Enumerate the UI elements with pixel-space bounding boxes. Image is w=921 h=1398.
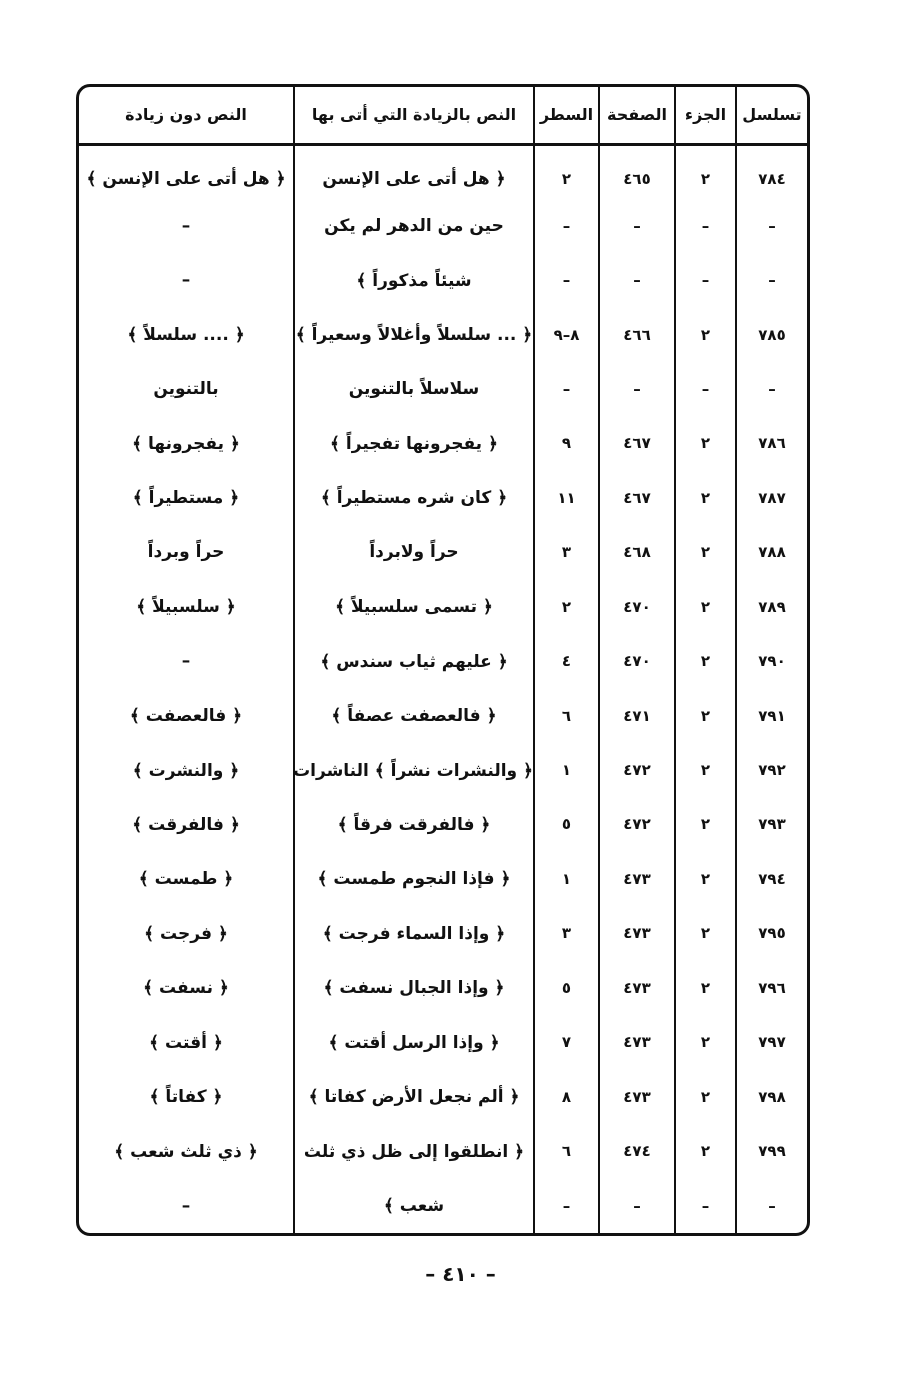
cell-text-with-addition: ﴿ انطلقوا إلى ظل ذي ثلث [294,1124,534,1178]
cell-page: ٤٧٢ [599,797,675,851]
cell-serial: ٧٩٩ [736,1124,807,1178]
cell-text-with-addition: ﴿ عليهم ثياب سندس ﴾ [294,634,534,688]
cell-page: ٤٧٢ [599,743,675,797]
cell-page: – [599,1178,675,1233]
table-row [79,416,807,470]
cell-part: ٢ [675,1124,736,1178]
cell-line: ١ [534,852,599,906]
cell-serial: ٧٨٩ [736,580,807,634]
cell-part: ٢ [675,307,736,361]
cell-line: ٦ [534,688,599,742]
cell-line: ٢ [534,144,599,198]
cell-page: ٤٦٨ [599,525,675,579]
table-row [79,743,807,797]
cell-part: ٢ [675,471,736,525]
cell-line: ٥ [534,797,599,851]
cell-page: ٤٧٣ [599,961,675,1015]
cell-text-without-addition: ﴿ .... سلسلاً ﴾ [127,325,245,346]
cell-text-without-addition: حراً وبرداً [147,542,225,563]
cell-line: ١١ [534,471,599,525]
cell-page: ٤٧٠ [599,580,675,634]
cell-page: ٤٦٥ [599,144,675,198]
cell-text-without-addition: ﴿ أقتت ﴾ [149,1032,223,1053]
cell-text-without-addition: ﴿ هل أتى على الإنسن ﴾ [86,169,286,190]
cell-line: ٦ [534,1124,599,1178]
cell-text-without-addition: ﴿ فالفرقت ﴾ [132,814,240,835]
cell-text-with-addition: ﴿ وإذا السماء فرجت ﴾ [294,906,534,960]
cell-line: ٩ [534,416,599,470]
table-row [79,1178,807,1233]
cell-page: ٤٧٤ [599,1124,675,1178]
cell-line: ٣ [534,525,599,579]
cell-line: ٤ [534,634,599,688]
cell-serial: ٧٩٤ [736,852,807,906]
cell-line: ٢ [534,580,599,634]
cell-page: – [599,253,675,307]
cell-text-with-addition: سلاسلاً بالتنوين [294,362,534,416]
cell-line: ١ [534,743,599,797]
cell-part: ٢ [675,634,736,688]
cell-text-with-addition: ﴿ فإذا النجوم طمست ﴾ [294,852,534,906]
table-row [79,961,807,1015]
cell-part: – [675,198,736,252]
table-row [79,1015,807,1069]
cell-text-with-addition: ﴿ وإذا الجبال نسفت ﴾ [294,961,534,1015]
cell-part: ٢ [675,906,736,960]
cell-text-without-addition: ﴿ والنشرت ﴾ [132,760,240,781]
table-row [79,307,807,361]
cell-text-without-addition: – [181,1195,191,1216]
table-row [79,906,807,960]
cell-part: ٢ [675,688,736,742]
cell-text-with-addition: ﴿ ... سلسلاً وأغلالاً وسعيراً ﴾ [294,307,534,361]
cell-text-without-addition: ﴿ مستطيراً ﴾ [132,488,240,509]
cell-text-with-addition: شيئاً مذكوراً ﴾ [294,253,534,307]
table-row [79,797,807,851]
table-row [79,525,807,579]
cell-page: ٤٦٧ [599,471,675,525]
cell-part: ٢ [675,743,736,797]
cell-serial: – [736,198,807,252]
cell-line: – [534,198,599,252]
cell-page: ٤٦٦ [599,307,675,361]
cell-part: ٢ [675,1069,736,1123]
cell-text-with-addition: ﴿ فالفرقت فرقاً ﴾ [294,797,534,851]
cell-serial: ٧٨٦ [736,416,807,470]
cell-page: ٤٧٣ [599,852,675,906]
table-row [79,1124,807,1178]
cell-serial: ٧٨٤ [736,144,807,198]
cell-line: – [534,253,599,307]
cell-text-with-addition: حين من الدهر لم يكن [294,198,534,252]
table-row [79,253,807,307]
cell-text-with-addition: ﴿ كان شره مستطيراً ﴾ [294,471,534,525]
cell-text-with-addition: ﴿ ألم نجعل الأرض كفاتا ﴾ [294,1069,534,1123]
table-row [79,362,807,416]
cell-part: ٢ [675,961,736,1015]
cell-serial: – [736,253,807,307]
cell-serial: ٧٩٢ [736,743,807,797]
cell-text-with-addition: ﴿ يفجرونها تفجيراً ﴾ [294,416,534,470]
data-table-frame [76,84,810,1236]
cell-part: ٢ [675,797,736,851]
cell-page: ٤٧١ [599,688,675,742]
header-line: السطر [534,87,599,144]
header-text-without-addition: النص دون زيادة [79,87,294,144]
table-row [79,580,807,634]
cell-text-with-addition: شعب ﴾ [294,1178,534,1233]
cell-text-with-addition: ﴿ فالعصفت عصفاً ﴾ [294,688,534,742]
cell-text-without-addition: – [181,651,191,672]
cell-text-without-addition: ﴿ سلسبيلاً ﴾ [136,597,236,618]
data-table [79,87,807,1233]
header-page: الصفحة [599,87,675,144]
cell-text-without-addition: – [181,270,191,291]
table-row [79,144,807,198]
cell-serial: ٧٨٨ [736,525,807,579]
cell-serial: ٧٩١ [736,688,807,742]
cell-serial: ٧٨٥ [736,307,807,361]
cell-serial: ٧٩٥ [736,906,807,960]
cell-page: ٤٧٠ [599,634,675,688]
cell-serial: – [736,362,807,416]
cell-page: – [599,198,675,252]
cell-part: – [675,362,736,416]
header-part: الجزء [675,87,736,144]
cell-text-with-addition: ﴿ تسمى سلسبيلاً ﴾ [294,580,534,634]
table-row [79,1069,807,1123]
cell-line: – [534,1178,599,1233]
header-text-with-addition: النص بالزيادة التي أتى بها [294,87,534,144]
table-row [79,852,807,906]
cell-text-with-addition: ﴿ هل أتى على الإنسن [294,144,534,198]
cell-part: ٢ [675,144,736,198]
cell-line: – [534,362,599,416]
cell-text-with-addition: ﴿ وإذا الرسل أقتت ﴾ [294,1015,534,1069]
cell-line: ٥ [534,961,599,1015]
table-row [79,471,807,525]
table-row [79,688,807,742]
cell-line: ٣ [534,906,599,960]
cell-part: ٢ [675,525,736,579]
cell-text-without-addition: ﴿ فالعصفت ﴾ [129,706,243,727]
cell-text-without-addition: – [181,215,191,236]
table-row [79,198,807,252]
page-number: – ٤١٠ – [425,1262,496,1286]
cell-text-without-addition: ﴿ ذي ثلث شعب ﴾ [114,1141,258,1162]
table-body [79,144,807,1233]
cell-part: ٢ [675,852,736,906]
cell-serial: ٧٨٧ [736,471,807,525]
cell-text-without-addition: ﴿ كفاتاً ﴾ [149,1087,223,1108]
cell-serial: – [736,1178,807,1233]
cell-page: ٤٧٣ [599,906,675,960]
cell-part: ٢ [675,1015,736,1069]
cell-text-without-addition: ﴿ فرجت ﴾ [144,923,228,944]
table-row [79,634,807,688]
cell-serial: ٧٩٧ [736,1015,807,1069]
cell-page: – [599,362,675,416]
cell-serial: ٧٩٠ [736,634,807,688]
cell-text-without-addition: ﴿ طمست ﴾ [138,869,234,890]
cell-line: ٨ [534,1069,599,1123]
cell-part: – [675,1178,736,1233]
cell-text-with-addition: حراً ولابرداً [294,525,534,579]
cell-part: ٢ [675,416,736,470]
cell-serial: ٧٩٦ [736,961,807,1015]
cell-page: ٤٧٣ [599,1015,675,1069]
cell-page: ٤٧٣ [599,1069,675,1123]
cell-text-without-addition: ﴿ يفجرونها ﴾ [132,433,240,454]
cell-part: – [675,253,736,307]
table-header-row [79,87,807,144]
cell-text-with-addition: ﴿ والنشرات نشراً ﴾ الناشرات [294,743,534,797]
cell-line: ٧ [534,1015,599,1069]
cell-text-without-addition: بالتنوين [153,378,219,399]
cell-page: ٤٦٧ [599,416,675,470]
cell-serial: ٧٩٨ [736,1069,807,1123]
header-serial: تسلسل [736,87,807,144]
cell-line: ٨–٩ [534,307,599,361]
cell-part: ٢ [675,580,736,634]
cell-text-without-addition: ﴿ نسفت ﴾ [143,978,229,999]
cell-serial: ٧٩٣ [736,797,807,851]
